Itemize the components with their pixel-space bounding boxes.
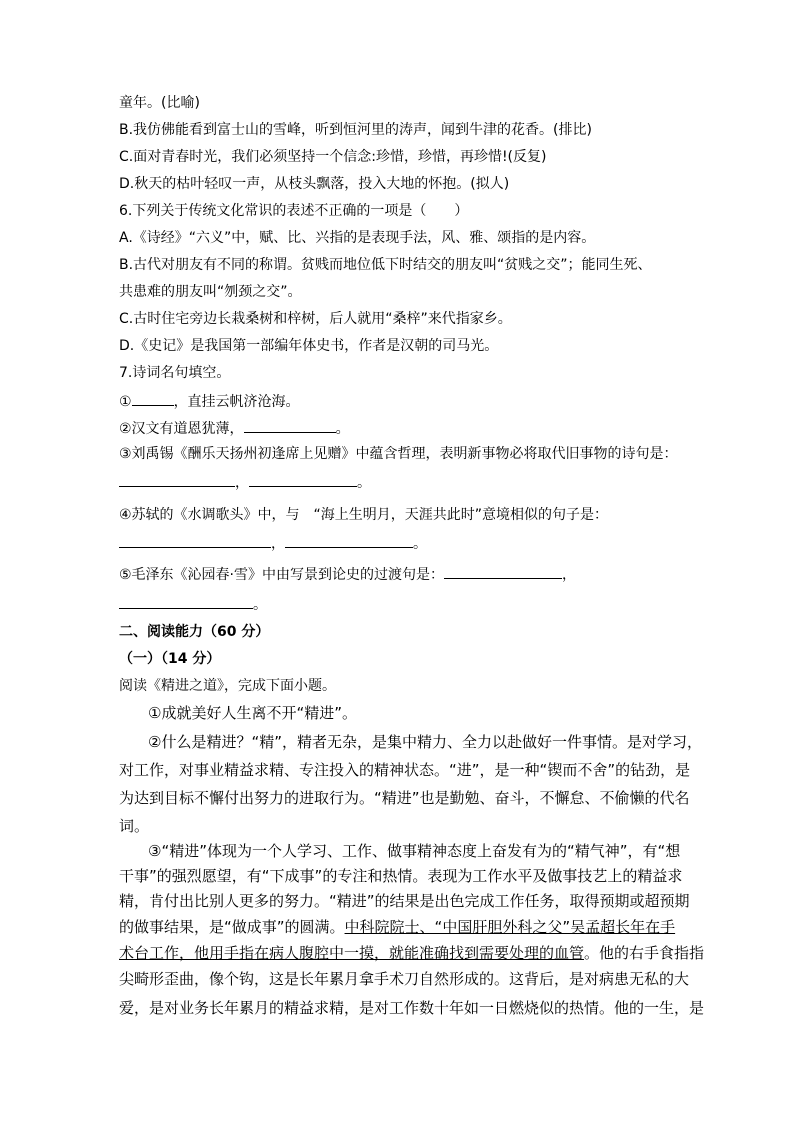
paragraph-3-line	[119, 944, 705, 962]
paragraph-3-line	[119, 918, 679, 936]
underlined-sentence: 中科院院士、“中国肝胆外科之父”吴孟超长年在手	[344, 918, 676, 936]
paragraph-2-line: 对工作，对事业精益求精、专注投入的精神状态。“进”，是一种“锲而不舍”的钻劲，是	[119, 761, 691, 779]
paragraph-3-text: 的做事结果，是“做成事”的圆满。	[119, 918, 345, 936]
paragraph-2-line: 词。	[119, 817, 150, 835]
underlined-sentence: 术台工作，他用手指在病人腹腔中一摸，就能准确找到需要处理的血管	[119, 944, 585, 962]
reading-instruction: 阅读《精进之道》，完成下面小题。	[119, 678, 336, 694]
answer-blank[interactable]	[249, 472, 357, 487]
q6-option-c: C.古时住宅旁边长栽桑树和梓树，后人就用“桑梓”来代指家乡。	[119, 311, 512, 327]
q7-item-1	[119, 391, 679, 411]
q7-item-2-prefix: ②汉文有道恩犹薄，	[119, 421, 244, 437]
answer-blank[interactable]	[285, 533, 413, 548]
section-title: 二、阅读能力（60 分）	[119, 624, 270, 640]
paragraph-3-line: 干事”的强烈愿望，有“下成事”的专注和热情。表现为工作水平及做事技艺上的精益求	[119, 867, 683, 885]
answer-blank[interactable]	[244, 418, 336, 433]
q6-option-d: D.《史记》是我国第一部编年体史书，作者是汉朝的司马光。	[119, 338, 499, 354]
paragraph-1: ①成就美好人生离不开“精进”。	[148, 704, 357, 722]
comma: ，	[235, 475, 249, 491]
q5-option-d: D.秋天的枯叶轻叹一声，从枝头飘落，投入大地的怀抱。(拟人)	[119, 176, 510, 192]
q7-item-5-blanks	[119, 594, 679, 614]
q7-item-1-prefix: ①	[119, 394, 132, 410]
q6-option-b: B.古代对朋友有不同的称谓。贫贱而地位低下时结交的朋友叫“贫贱之交”；能同生死、	[119, 257, 652, 273]
q5-option-b-tail: 童年。(比喻)	[119, 95, 200, 111]
q6-stem: 6.下列关于传统文化常识的表述不正确的一项是（ ）	[119, 203, 469, 219]
paragraph-3-line: 尖畸形歪曲，像个钩，这是长年累月拿手术刀自然形成的。这背后，是对病患无私的大	[119, 970, 690, 988]
q7-item-1-suffix: ，直挂云帆济沧海。	[173, 394, 300, 410]
comma: ，	[271, 536, 285, 552]
q7-item-4: ④苏轼的《水调歌头》中，与 “海上生明月，天涯共此时”意境相似的句子是：	[119, 507, 609, 523]
paragraph-3-line: 精，肯付出比别人更多的努力。“精进”的结果是出色完成工作任务，取得预期或超预期	[119, 892, 690, 910]
paragraph-2-line: ②什么是精进？“精”，精者无杂，是集中精力、全力以赴做好一件事情。是对学习，	[148, 733, 702, 751]
answer-blank[interactable]	[119, 533, 271, 548]
q7-item-2-suffix: 。	[335, 421, 350, 437]
period: 。	[413, 536, 427, 552]
q7-item-5-text: ⑤毛泽东《沁园春·雪》中由写景到论史的过渡句是：	[119, 567, 444, 583]
q7-item-5	[119, 564, 679, 584]
q7-item-3: ③刘禹锡《酬乐天扬州初逢席上见赠》中蕴含哲理，表明新事物必将取代旧事物的诗句是：	[119, 446, 678, 462]
paragraph-3-line: 爱，是对业务长年累月的精益求精，是对工作数十年如一日燃烧似的热情。他的一生，是	[119, 999, 705, 1017]
q7-item-4-blanks	[119, 533, 679, 553]
answer-blank[interactable]	[119, 594, 253, 609]
answer-blank[interactable]	[119, 472, 235, 487]
q6-option-a: A.《诗经》“六义”中，赋、比、兴指的是表现手法，风、雅、颂指的是内容。	[119, 230, 596, 246]
q5-option-c: C.面对青春时光，我们必须坚持一个信念:珍惜，珍惜，再珍惜!(反复)	[119, 149, 547, 165]
answer-blank[interactable]	[444, 564, 562, 579]
period: 。	[253, 597, 267, 613]
q7-item-3-blanks	[119, 472, 679, 492]
period: 。	[357, 475, 371, 491]
q6-option-b-cont: 共患难的朋友叫“刎颈之交”。	[119, 284, 302, 300]
paragraph-3-line: ③“精进”体现为一个人学习、工作、做事精神态度上奋发有为的“精气神”，有“想	[148, 842, 681, 860]
paragraph-2-line: 为达到目标不懈付出努力的进取行为。“精进”也是勤勉、奋斗，不懈怠、不偷懒的代名	[119, 789, 690, 807]
comma: ，	[562, 567, 576, 583]
answer-blank[interactable]	[132, 391, 174, 406]
q7-stem: 7.诗词名句填空。	[119, 365, 231, 381]
q5-option-b: B.我仿佛能看到富士山的雪峰，听到恒河里的涛声，闻到牛津的花香。(排比)	[119, 122, 592, 138]
paragraph-3-text: 。他的右手食指指	[584, 944, 705, 962]
subsection-title: （一）（14 分）	[119, 651, 221, 667]
q7-item-2	[119, 418, 679, 438]
